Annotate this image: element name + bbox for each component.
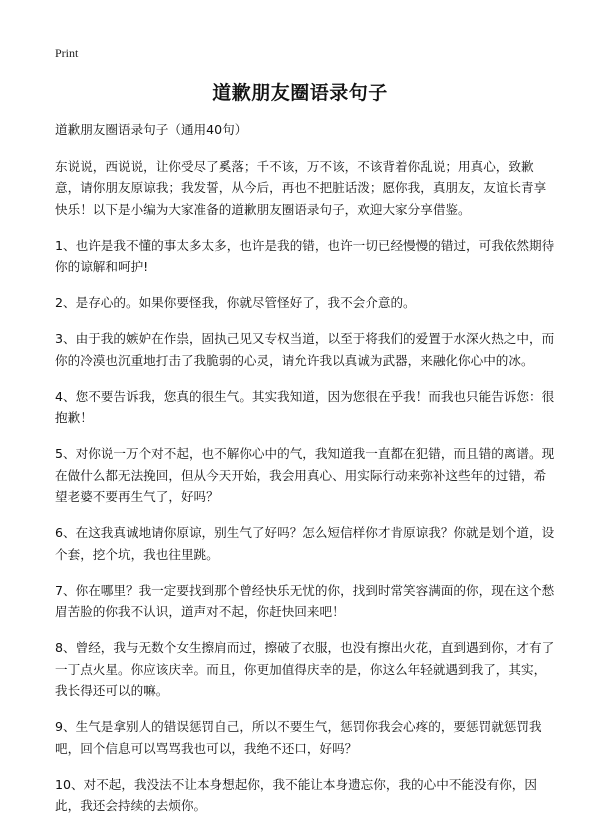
list-item: 3、由于我的嫉妒在作祟，固执己见又专权当道，以至于将我们的爱置于水深火热之中，而你的冷漠也沉重地打击了我脆弱的心灵，请允许我以真诚为武器，来融化你心中的冰。 [55,331,555,368]
article-body [55,119,555,831]
list-item: 5、对你说一万个对不起，也不解你心中的气，我知道我一直都在犯错，而且错的离谱。现在做什么都无法挽回，但从今天开始，我会用真心、用实际行动来弥补这些年的过错，希望老婆不要再生气了，好吗？ [55,446,555,504]
print-link[interactable]: Print [55,46,79,60]
list-item: 2、是存心的。如果你要怪我，你就尽管怪好了，我不会介意的。 [55,295,416,310]
article-subtitle: 道歉朋友圈语录句子（通用40句） [55,122,248,137]
list-item: 1、也许是我不懂的事太多太多，也许是我的错，也许一切已经慢慢的错过，可我依然期待你的谅解和呵护! [55,237,555,274]
list-item: 9、生气是拿别人的错误惩罚自己，所以不要生气，惩罚你我会心疼的，要惩罚就惩罚我吧，回个信息可以骂骂我也可以，我绝不还口，好吗？ [55,719,542,756]
list-item: 7、你在哪里？我一定要找到那个曾经快乐无忧的你，找到时常笑容满面的你，现在这个愁眉苦脸的你我不认识，道声对不起，你赶快回来吧！ [55,582,555,619]
page-title: 道歉朋友圈语录句子 [212,82,388,104]
intro-paragraph: 东说说，西说说，让你受尽了奚落；千不该，万不该，不该背着你乱说；用真心，致歉意，请你朋友原谅我；我发誓，从今后，再也不把脏话泼；愿你我，真朋友，友谊长青享快乐！以下是小编为大家准备的道歉朋友圈语录句子，欢迎大家分享借鉴。 [55,158,547,217]
list-item: 6、在这我真诚地请你原谅，别生气了好吗？怎么短信样你才肯原谅我？你就是划个道，设个套，挖个坑，我也往里跳。 [55,525,555,562]
list-item: 8、曾经，我与无数个女生擦肩而过，擦破了衣服，也没有擦出火花，直到遇到你，才有了一丁点火星。你应该庆幸。而且，你更加值得庆幸的是，你这么年轻就遇到我了，其实，我长得还可以的嘛。 [55,640,555,698]
list-item: 4、您不要告诉我，您真的很生气。其实我知道，因为您很在乎我！而我也只能告诉您：很抱歉！ [55,388,555,425]
list-item: 10、对不起，我没法不让本身想起你，我不能让本身遗忘你，我的心中不能没有你，因此，我还会持续的去烦你。 [55,776,537,813]
